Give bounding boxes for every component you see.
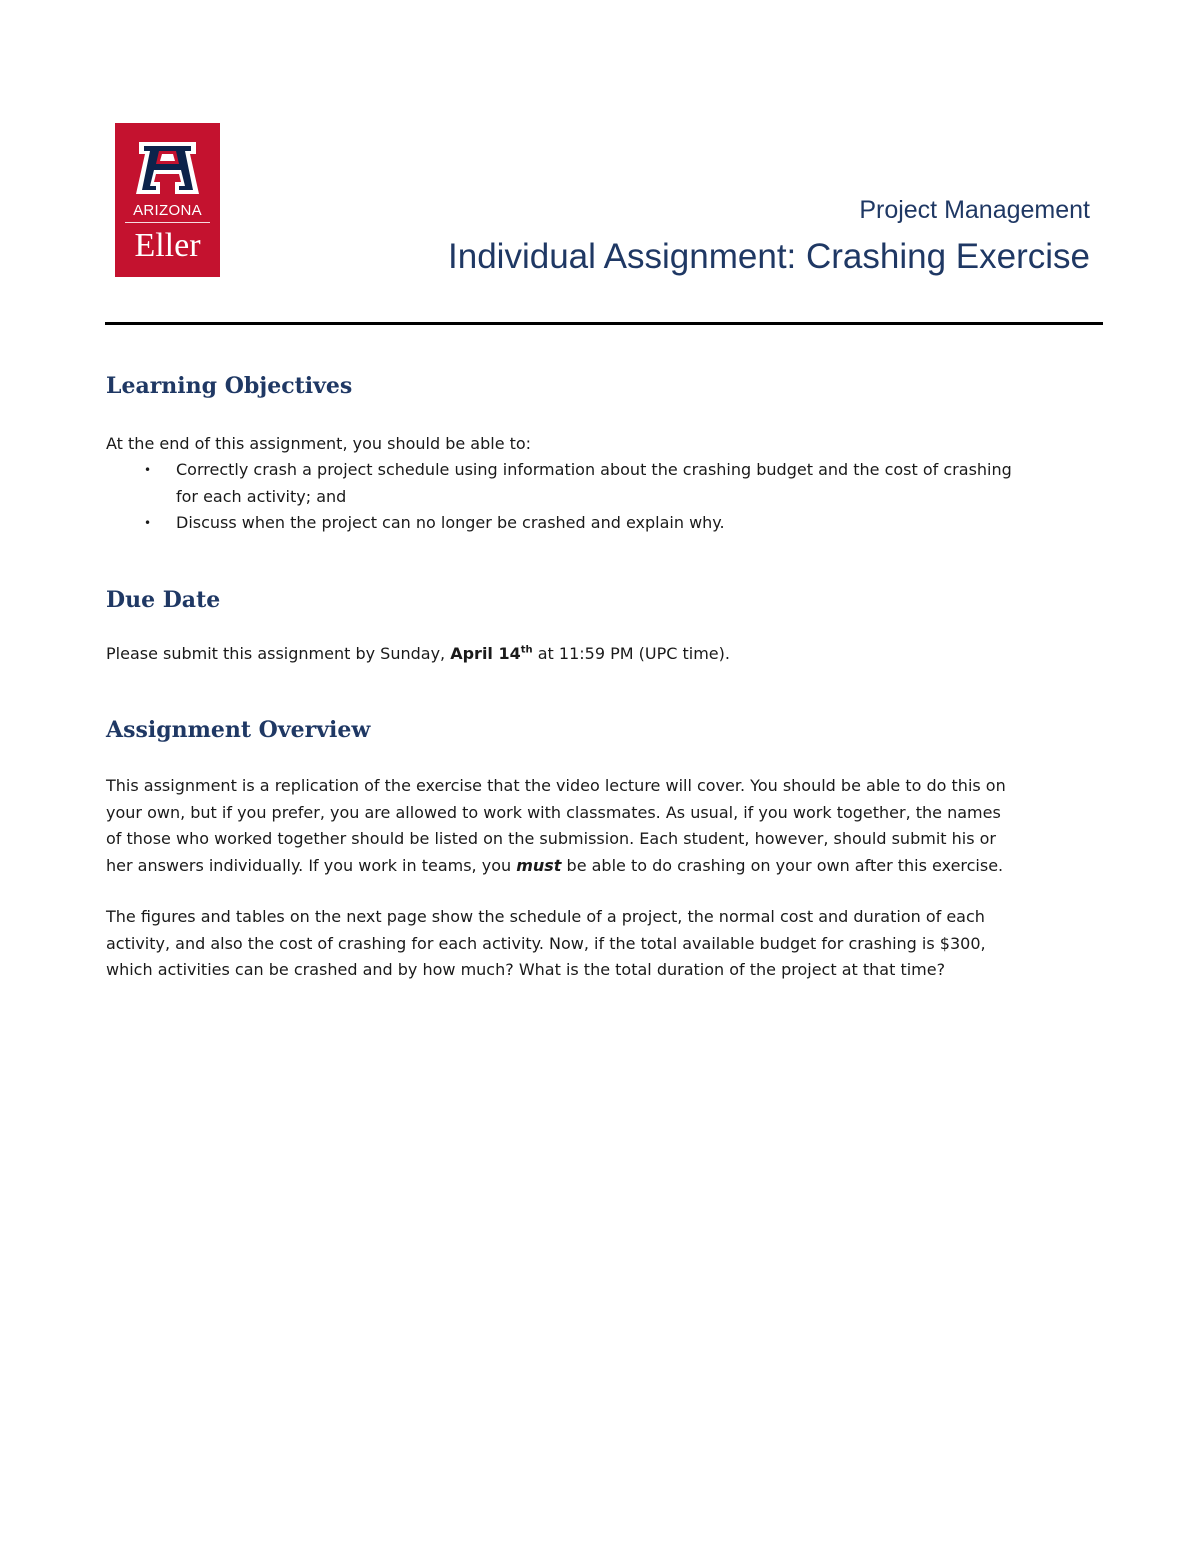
due-date-date: April 14 (450, 644, 521, 663)
overview-paragraph-1 (106, 773, 1006, 879)
overview-paragraph-2 (106, 904, 986, 984)
learning-intro: At the end of this assignment, you should be able to: (106, 434, 532, 453)
paragraph-line: your own, but if you prefer, you are allowed to work with classmates. As usual, if you work together, the names (106, 802, 1001, 822)
bullet-icon: • (144, 516, 152, 530)
paragraph-line (106, 853, 1006, 880)
paragraph-text: be able to do crashing on your own after this exercise. (561, 855, 1004, 875)
block-a-logo-icon (135, 136, 200, 202)
logo-arizona-text: ARIZONA (133, 202, 202, 219)
list-item (106, 457, 1012, 510)
bullet-icon: • (144, 463, 152, 477)
due-date-text (106, 641, 730, 668)
objective-line: Discuss when the project can no longer be crashed and explain why. (176, 513, 725, 532)
due-date-post: at 11:59 PM (UPC time). (532, 644, 730, 663)
learning-objectives-heading: Learning Objectives (106, 373, 353, 399)
due-date-pre: Please submit this assignment by Sunday, (106, 644, 451, 663)
header-divider (105, 322, 1103, 325)
paragraph-line: The figures and tables on the next page show the schedule of a project, the normal cost and duration of each (106, 907, 985, 926)
logo-eller-text: Eller (134, 227, 201, 264)
paragraph-line: which activities can be crashed and by how much? What is the total duration of the project at that time? (106, 960, 946, 979)
paragraph-line: This assignment is a replication of the exercise that the video lecture will cover. You should be able to do this on (106, 776, 1006, 795)
assignment-title: Individual Assignment: Crashing Exercise (448, 237, 1090, 276)
due-date-heading: Due Date (106, 587, 221, 613)
objective-line: Correctly crash a project schedule using information about the crashing budget and the cost of crashing (176, 460, 1012, 479)
university-logo (115, 123, 220, 277)
paragraph-line: of those who worked together should be listed on the submission. Each student, however, should submit his or (106, 829, 996, 848)
objectives-list (106, 457, 1012, 537)
paragraph-text: her answers individually. If you work in teams, you (106, 855, 517, 875)
logo-divider (125, 222, 210, 223)
course-name: Project Management (859, 196, 1090, 224)
objective-line: for each activity; and (176, 486, 347, 506)
due-date-suffix: th (520, 644, 533, 656)
paragraph-line: activity, and also the cost of crashing for each activity. Now, if the total available budget for crashing is $300, (106, 933, 986, 953)
list-item (106, 510, 1012, 537)
assignment-overview-heading: Assignment Overview (106, 717, 371, 743)
emphasis-must: must (516, 855, 562, 875)
